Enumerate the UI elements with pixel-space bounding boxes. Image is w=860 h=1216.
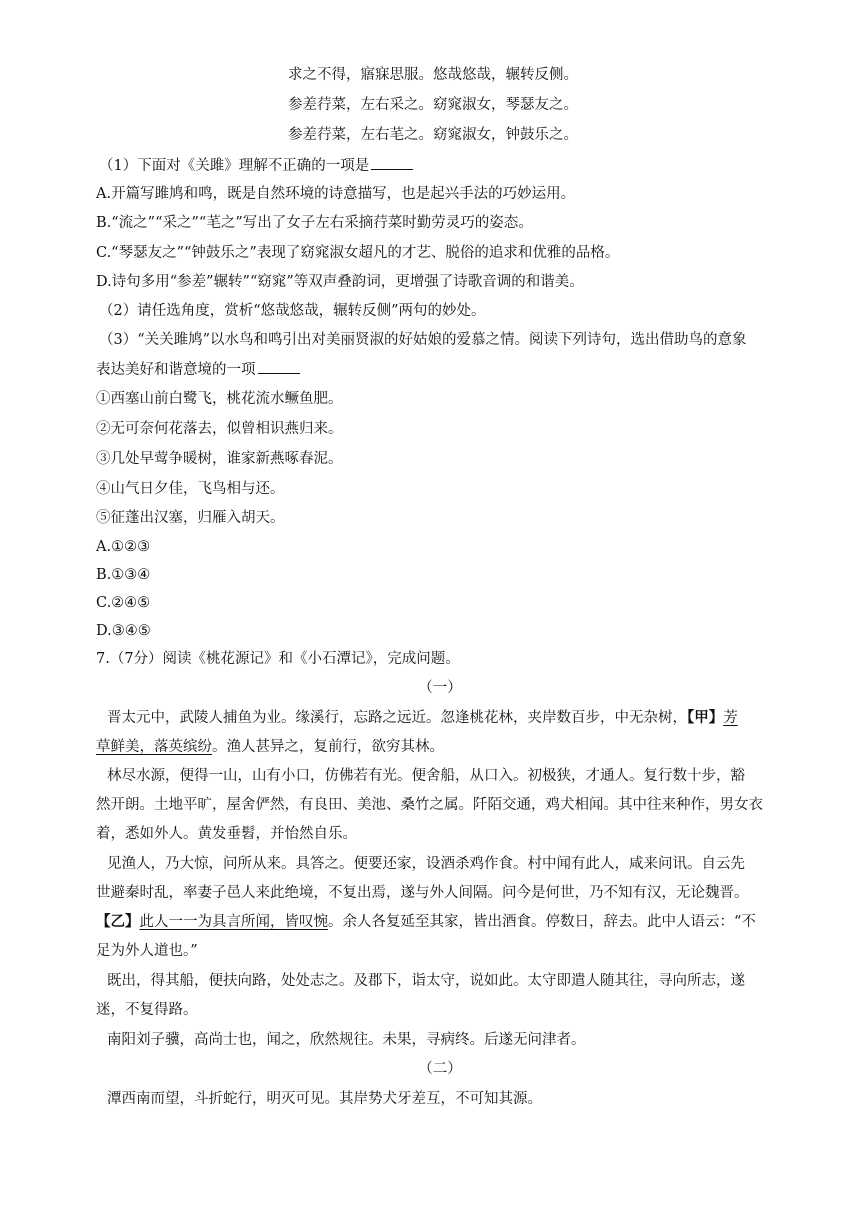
passage-1-para-3-line-4: 足为外人道也。” <box>96 943 198 959</box>
q3-verse-2: ②无可奈何花落去，似曾相识燕归来。 <box>96 421 343 437</box>
q3-verse-4: ④山气日夕佳，飞鸟相与还。 <box>96 481 285 497</box>
q3-option-d: D.③④⑤ <box>96 623 151 639</box>
q3-option-c: C.②④⑤ <box>96 595 151 611</box>
q1-option-a: A.开篇写雎鸠和鸣，既是自然环境的诗意描写，也是起兴手法的巧妙运用。 <box>96 186 576 202</box>
passage-1-para-4-line-2: 迷，不复得路。 <box>96 1002 198 1018</box>
passage-1-para-3-line-3: 【乙】此人一一为具言所闻，皆叹惋。余人各复延至其家，皆出酒食。停数日，辞去。此中人语云：“不 <box>96 913 756 930</box>
poem-line-3: 参差荇菜，左右芼之。窈窕淑女，钟鼓乐之。 <box>288 127 578 143</box>
q3-verse-3: ③几处早莺争暖树，谁家新燕啄春泥。 <box>96 451 343 467</box>
q1-option-c: C.“琴瑟友之”“钟鼓乐之”表现了窈窕淑女超凡的才艺、脱俗的追求和优雅的品格。 <box>96 245 620 261</box>
passage-1-para-4-line-1: 既出，得其船，便扶向路，处处志之。及郡下，诣太守，说如此。太守即遣人随其往，寻向所志，遂 <box>107 973 745 989</box>
underlined-text-jia: 草鲜美，落英缤纷 <box>96 739 212 755</box>
underlined-text-yi: 此人一一为具言所闻，皆叹惋 <box>139 914 328 930</box>
part-1-label: （一） <box>418 680 462 696</box>
answer-blank[interactable] <box>371 155 413 170</box>
passage-1-para-2-line-3: 着，悉如外人。黄发垂髫，并怡然自乐。 <box>96 826 357 842</box>
part-2-label: （二） <box>418 1061 462 1077</box>
q3-option-a: A.①②③ <box>96 539 151 555</box>
poem-line-1: 求之不得，寤寐思服。悠哉悠哉，辗转反侧。 <box>288 67 578 83</box>
question-2-stem: （2）请任选角度，赏析“悠哉悠哉，辗转反侧”两句的妙处。 <box>99 303 486 319</box>
poem-line-2: 参差荇菜，左右采之。窈窕淑女，琴瑟友之。 <box>288 97 578 113</box>
question-3-stem-line-2: 表达美好和谐意境的一项 <box>96 359 300 380</box>
passage-1-para-2-line-1: 林尽水源，便得一山，山有小口，仿佛若有光。便舍船，从口入。初极狭，才通人。复行数十步，豁 <box>107 768 745 784</box>
passage-1-para-1-line-1: 晋太元中，武陵人捕鱼为业。缘溪行，忘路之远近。忽逢桃花林，夹岸数百步，中无杂树，【甲】芳 <box>107 709 738 726</box>
passage-1-para-2-line-2: 然开朗。土地平旷，屋舍俨然，有良田、美池、桑竹之属。阡陌交通，鸡犬相闻。其中往来种作，男女衣 <box>96 797 763 813</box>
passage-1-para-3-line-1: 见渔人，乃大惊，问所从来。具答之。便要还家，设酒杀鸡作食。村中闻有此人，咸来问讯。自云先 <box>107 856 745 872</box>
q3-verse-1: ①西塞山前白鹭飞，桃花流水鳜鱼肥。 <box>96 391 343 407</box>
underlined-text-jia: 芳 <box>723 710 738 726</box>
passage-1-para-1-line-2: 草鲜美，落英缤纷。渔人甚异之，复前行，欲穷其林。 <box>96 739 444 755</box>
passage-1-para-3-line-2: 世避秦时乱，率妻子邑人来此绝境，不复出焉，遂与外人间隔。问今是何世，乃不知有汉，无论魏晋。 <box>96 885 749 901</box>
question-1-stem: （1）下面对《关雎》理解不正确的一项是 <box>99 155 413 176</box>
passage-2-para-1: 潭西南而望，斗折蛇行，明灭可见。其岸势犬牙差互，不可知其源。 <box>107 1091 542 1107</box>
mark-jia: 【甲】 <box>687 709 724 726</box>
q3-option-b: B.①③④ <box>96 567 151 583</box>
q3-verse-5: ⑤征蓬出汉塞，归雁入胡天。 <box>96 510 285 526</box>
question-3-stem-line-1: （3）“关关雎鸠”以水鸟和鸣引出对美丽贤淑的好姑娘的爱慕之情。阅读下列诗句，选出借助鸟的意象 <box>99 332 747 348</box>
question-7-header: 7.（7分）阅读《桃花源记》和《小石潭记》，完成问题。 <box>96 651 460 667</box>
q1-option-d: D.诗句多用“参差”辗转”“窈窕”等双声叠韵词，更增强了诗歌音调的和谐美。 <box>96 274 584 290</box>
passage-1-para-5: 南阳刘子骥，高尚士也，闻之，欣然规往。未果，寻病终。后遂无问津者。 <box>107 1032 586 1048</box>
q1-option-b: B.“流之”“采之”“芼之”写出了女子左右采摘荇菜时勤劳灵巧的姿态。 <box>96 215 533 231</box>
answer-blank[interactable] <box>258 359 300 374</box>
mark-yi: 【乙】 <box>96 913 140 930</box>
